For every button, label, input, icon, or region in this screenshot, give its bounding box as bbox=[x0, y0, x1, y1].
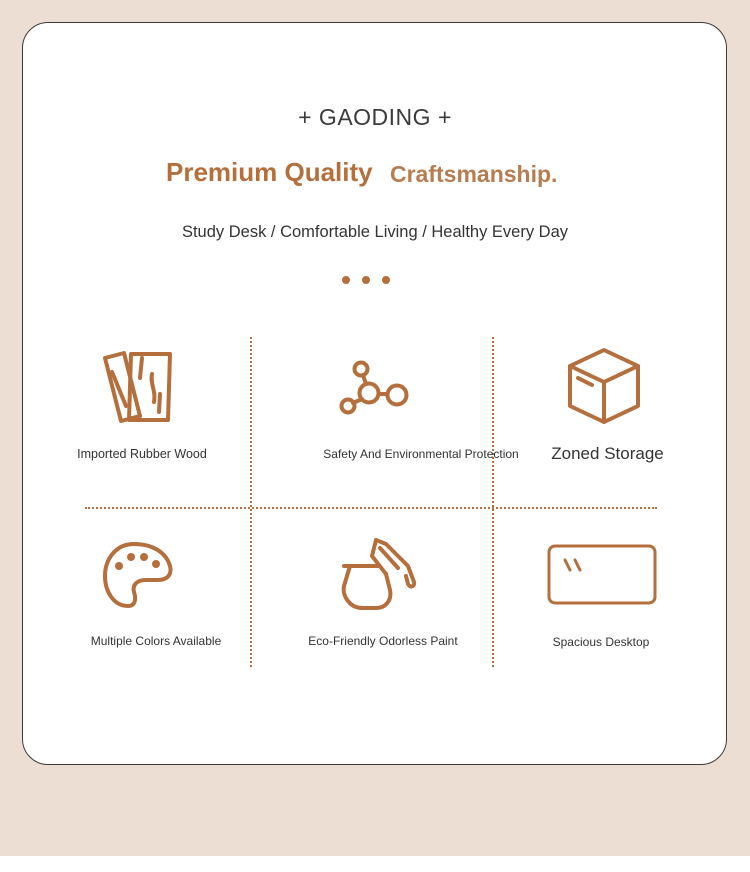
desktop-panel-icon bbox=[546, 543, 658, 607]
feature-label: Multiple Colors Available bbox=[90, 634, 222, 648]
dot bbox=[342, 276, 350, 284]
wood-planks-icon bbox=[100, 348, 178, 426]
box-icon bbox=[566, 346, 642, 426]
feature-label: Zoned Storage bbox=[551, 444, 664, 463]
feature-label: Spacious Desktop bbox=[552, 635, 650, 649]
decorative-dots bbox=[337, 276, 397, 286]
grid-divider-vertical bbox=[250, 337, 252, 667]
molecule-icon bbox=[336, 358, 412, 418]
feature-label: Imported Rubber Wood bbox=[77, 447, 207, 461]
grid-divider-horizontal bbox=[85, 507, 657, 509]
dot bbox=[382, 276, 390, 284]
dot bbox=[362, 276, 370, 284]
title-craftsmanship: Craftsmanship. bbox=[390, 161, 558, 187]
feature-label: Eco-Friendly Odorless Paint bbox=[308, 634, 458, 648]
grid-divider-vertical bbox=[492, 337, 494, 667]
paint-bucket-icon bbox=[338, 536, 420, 614]
feature-label: Safety And Environmental Protection bbox=[323, 447, 519, 461]
subtitle: Study Desk / Comfortable Living / Healthy Every Day bbox=[181, 223, 569, 241]
palette-icon bbox=[100, 540, 176, 612]
title-premium-quality: Premium Quality bbox=[166, 157, 373, 187]
brand-title: + GAODING + bbox=[298, 104, 452, 130]
